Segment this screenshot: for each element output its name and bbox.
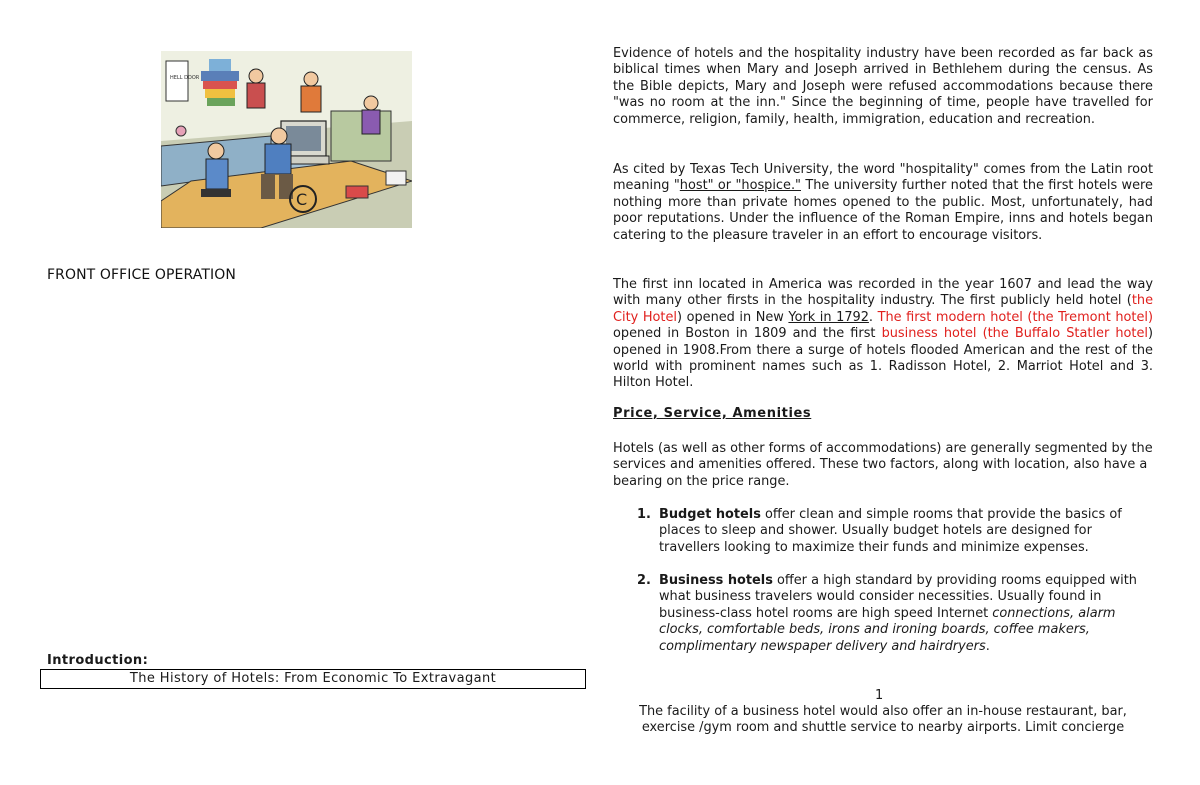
svg-text:HELL DOOR: HELL DOOR — [170, 75, 200, 81]
paragraph-segments: Hotels (as well as other forms of accommodations) are generally segmented by the services and amenities offered. These two factors, along with location, also have a bearing on the price range. — [613, 441, 1153, 489]
list-term: Business hotels — [659, 573, 773, 588]
paragraph-tail: The facility of a business hotel would also offer an in-house restaurant, bar, exercise /gym room and shuttle service to nearby airports. Limit concierge — [639, 704, 1127, 736]
list-item-budget: Budget hotels offer clean and simple rooms that provide the basics of places to sleep and shower. Usually budget hotels are designed for travellers looking to maximize their funds and minimize expenses. — [659, 507, 1122, 555]
introduction-title-box: The History of Hotels: From Economic To Extravagant — [40, 669, 586, 689]
tremont-hotel-highlight: The first modern hotel (the Tremont hotel) — [877, 309, 1153, 325]
city-hotel-highlight: the City Hotel — [613, 293, 1153, 325]
busy-office-cartoon-icon — [161, 51, 412, 228]
office-illustration — [161, 51, 412, 228]
paragraph-evidence: Evidence of hotels and the hospitality industry have been recorded as far back as biblical times when Mary and Joseph arrived in Bethlehem during the census. As the Bible depicts, Mary and Joseph were refused accommodations because there "was no room at the inn." Since the beginning of time, people have travelled for commerce, religion, family, health, immigration, education and recreation. — [613, 46, 1153, 127]
list-number: 2. — [637, 573, 651, 588]
document-heading: FRONT OFFICE OPERATION — [47, 267, 236, 283]
section-heading: Price, Service, Amenities — [613, 406, 812, 421]
introduction-label: Introduction: — [47, 653, 149, 668]
list-number: 1. — [637, 507, 651, 522]
hospitality-link[interactable]: host" or "hospice." — [679, 178, 801, 194]
list-term: Budget hotels — [659, 507, 761, 522]
list-item-business: Business hotels offer a high standard by providing rooms equipped with what business travelers would consider necessities. Usually found in business-class hotel rooms are high speed Internet connections, alarm clocks, comfortable beds, irons and ironing boards, coffee makers, complimentary newspaper delivery and hairdryers. — [659, 573, 1137, 654]
page-number: 1 — [875, 688, 884, 703]
paragraph-first-inn: The first inn located in America was recorded in the year 1607 and lead the way with many other firsts in the hospitality industry. The first publicly held hotel (the City Hotel) opened in New York in 1792. The first modern hotel (the Tremont hotel) opened in Boston in 1809 and the first business hotel (the Buffalo Statler hotel) opened in 1908.From there a surge of hotels flooded American and the rest of the world with prominent names such as 1. Radisson Hotel, 2. Marriot Hotel and 3. Hilton Hotel. — [613, 277, 1153, 391]
york-link[interactable]: York in 1792 — [788, 309, 869, 325]
paragraph-hospitality-origin: As cited by Texas Tech University, the word "hospitality" comes from the Latin root meaning "host" or "hospice." The university further noted that the first hotels were nothing more than private homes opened to the public. Most, unfortunately, had poor reputations. Under the influence of the Roman Empire, inns and hotels began catering to the pleasure traveler in an effort to encourage visitors. — [613, 162, 1153, 243]
statler-hotel-highlight: business hotel (the Buffalo Statler hotel — [881, 326, 1148, 342]
svg-text:C: C — [296, 190, 308, 209]
